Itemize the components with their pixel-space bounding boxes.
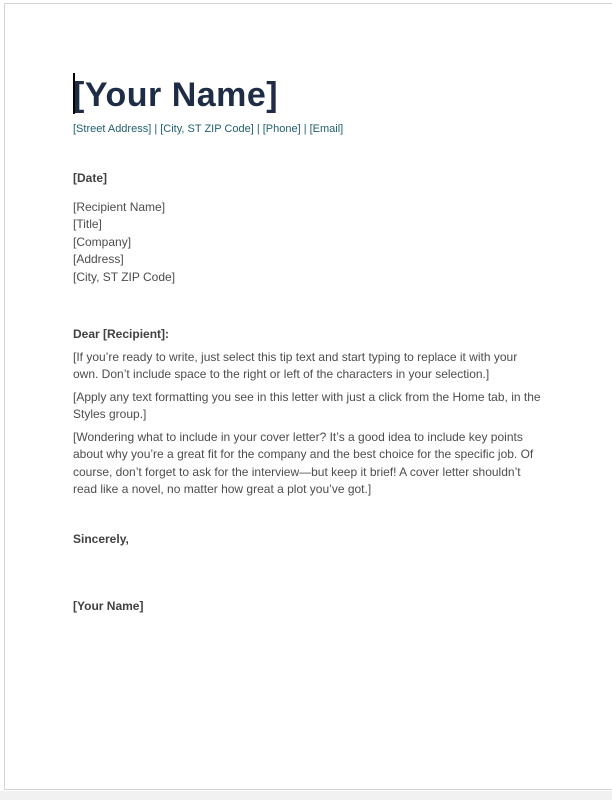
body-paragraph-1[interactable]: [If you’re ready to write, just select this tip text and start typing to replace it with your own. Don’t include space to the right or left of the characters in your selection.] [73, 349, 518, 381]
recipient-address-line[interactable]: [Address] [73, 252, 124, 266]
signature-name-line[interactable]: [Your Name] [73, 599, 144, 613]
letter-name-heading[interactable]: [Your Name] [73, 76, 279, 114]
salutation-line[interactable]: Dear [Recipient]: [73, 327, 170, 341]
recipient-title-line[interactable]: [Title] [73, 217, 102, 231]
recipient-company-line[interactable]: [Company] [73, 234, 132, 249]
letter-content[interactable] [73, 4, 541, 616]
body-paragraph-2[interactable]: [Apply any text formatting you see in this letter with just a click from the Home tab, in the Styles group.] [73, 389, 541, 421]
outside-page-background [0, 791, 612, 800]
body-paragraph-3[interactable]: [Wondering what to include in your cover letter? It’s a good idea to include key points about why you’re a great fit for the company and the best choice for the specific job. Of course, don’t forget to ask for the interview—but keep it brief! A cover letter shouldn’t read like a novel, no matter how great a plot you’ve got.] [73, 429, 534, 496]
contact-info-line[interactable]: [Street Address] | [City, ST ZIP Code] | [Phone] | [Email] [73, 123, 344, 135]
date-placeholder[interactable]: [Date] [73, 171, 108, 185]
recipient-address-block[interactable] [73, 199, 541, 287]
document-page[interactable] [4, 3, 612, 790]
closing-line[interactable]: Sincerely, [73, 531, 129, 546]
recipient-name-line[interactable]: [Recipient Name] [73, 199, 166, 214]
recipient-city-line[interactable]: [City, ST ZIP Code] [73, 269, 176, 284]
